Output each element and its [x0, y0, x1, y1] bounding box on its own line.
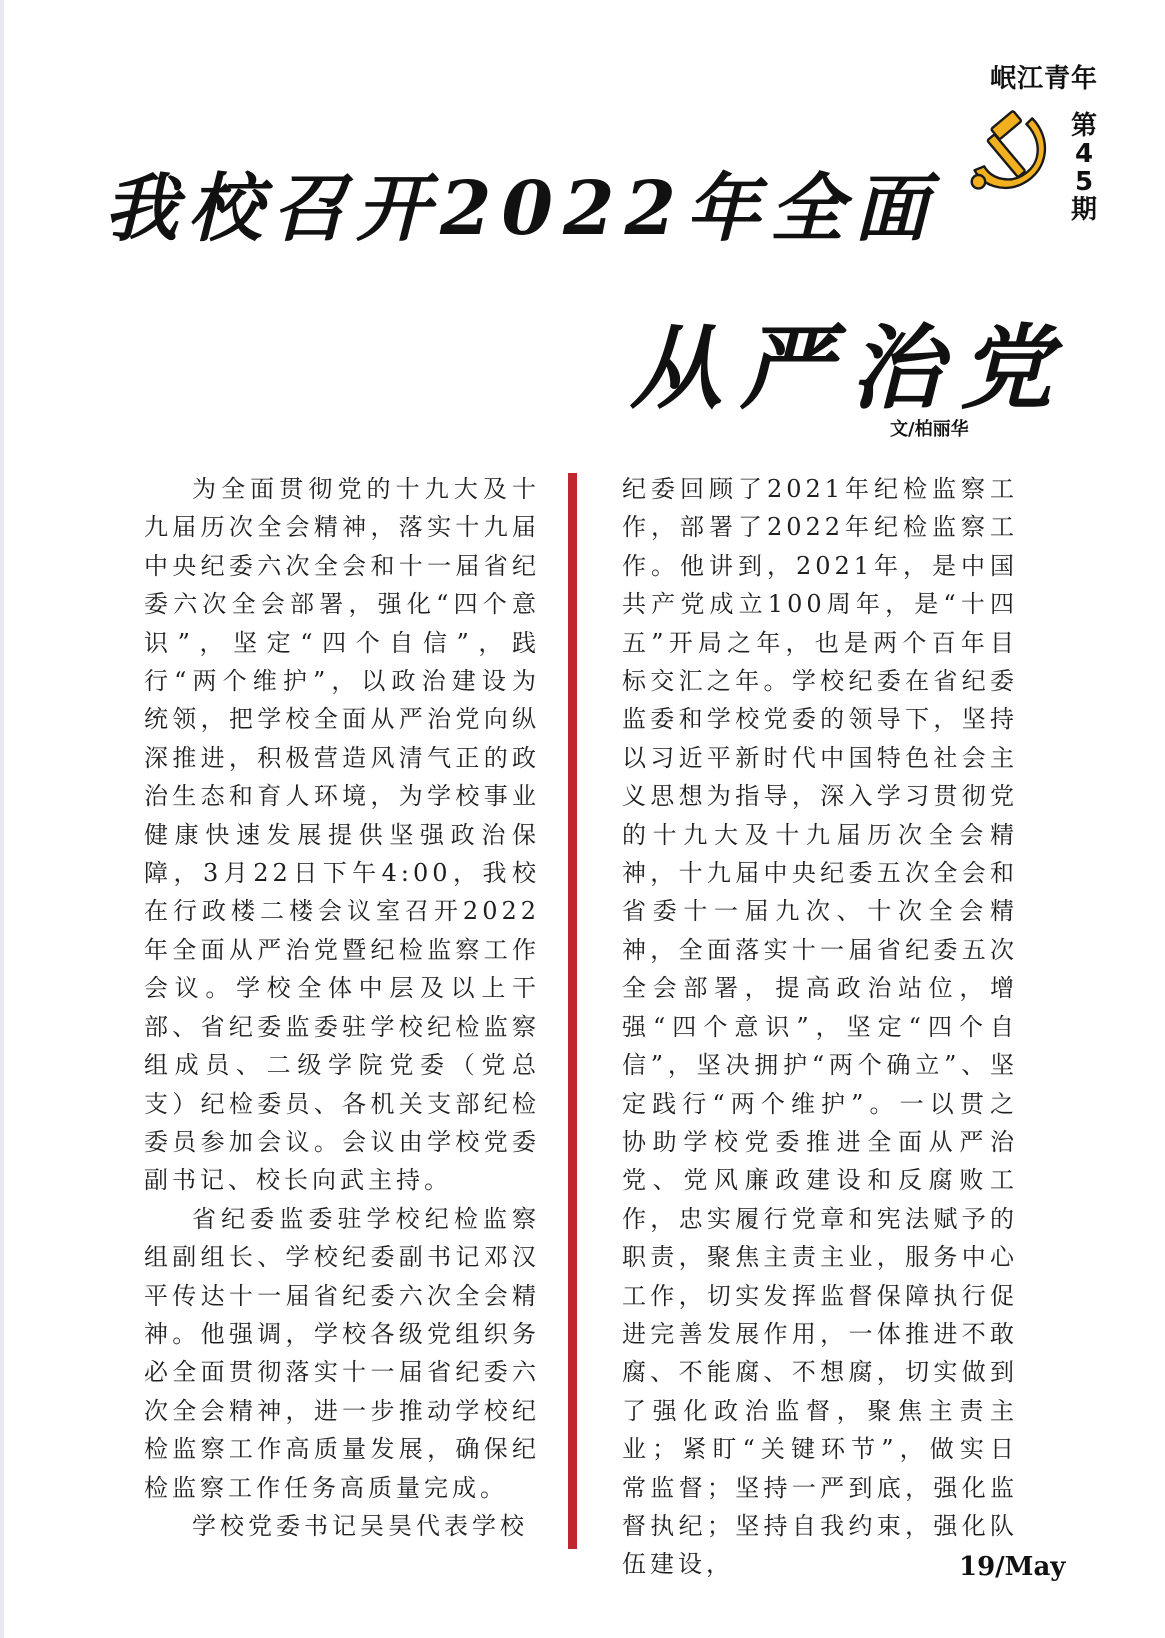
paragraph: 学校党委书记吴昊代表学校 — [192, 1511, 528, 1540]
magazine-name: 岷江青年 — [990, 64, 1099, 94]
page-number: 19/May — [959, 1552, 1066, 1582]
issue-char: 期 — [1070, 195, 1097, 225]
hammer-and-sickle-icon — [965, 103, 1061, 199]
title-line-2: 从严治党 — [630, 314, 1071, 422]
left-column — [144, 470, 540, 1545]
issue-number — [1068, 112, 1100, 224]
title-line-1: 我校召开2022年全面 — [104, 166, 938, 252]
issue-char: 5 — [1074, 167, 1094, 197]
author-byline: 文/柏丽华 — [890, 419, 969, 440]
right-column — [622, 470, 1018, 1584]
page-edge — [0, 0, 4, 1638]
paragraph: 纪委回顾了2021年纪检监察工作，部署了2022年纪检监察工作。他讲到，2021年，是中国共产党成立100周年，是“十四五”开局之年，也是两个百年目标交汇之年。学校纪委在省纪委监委和学校党委的领导下，坚持以习近平新时代中国特色社会主义思想为指导，深入学习贯彻党的十九大及十九届历次全会精神，十九届中央纪委五次全会和省委十一届九次、十次全会精神，全面落实十一届省纪委五次全会部署，提高政治站位，增强“四个意识”，坚定“四个自信”，坚决拥护“两个确立”、坚定践行“两个维护”。一以贯之协助学校党委推进全面从严治党、党风廉政建设和反腐败工作，忠实履行党章和宪法赋予的职责，聚焦主责主业，服务中心工作，切实发挥监督保障执行促进完善发展作用，一体推进不敢腐、不能腐、不想腐，切实做到了强化政治监督，聚焦主责主业；紧盯“关键环节”，做实日常监督；坚持一严到底，强化监督执纪；坚持自我约束，强化队伍建设， — [622, 475, 1018, 1579]
issue-char: 第 — [1070, 111, 1097, 141]
paragraph: 为全面贯彻党的十九大及十九届历次全会精神，落实十九届中央纪委六次全会和十一届省纪委六次全会部署，强化“四个意识”，坚定“四个自信”，践行“两个维护”，以政治建设为统领，把学校全面从严治党向纵深推进，积极营造风清气正的政治生态和育人环境，为学校事业健康快速发展提供坚强政治保障，3月22日下午4:00，我校在行政楼二楼会议室召开2022年全面从严治党暨纪检监察工作会议。学校全体中层及以上干部、省纪委监委驻学校纪检监察组成员、二级学院党委（党总支）纪检委员、各机关支部纪检委员参加会议。会议由学校党委副书记、校长向武主持。 — [144, 475, 540, 1195]
column-divider — [568, 473, 577, 1549]
issue-char: 4 — [1074, 139, 1094, 169]
paragraph: 省纪委监委驻学校纪检监察组副组长、学校纪委副书记邓汉平传达十一届省纪委六次全会精神。他强调，学校各级党组织务必全面贯彻落实十一届省纪委六次全会精神，进一步推动学校纪检监察工作高质量发展，确保纪检监察工作任务高质量完成。 — [144, 1204, 540, 1502]
